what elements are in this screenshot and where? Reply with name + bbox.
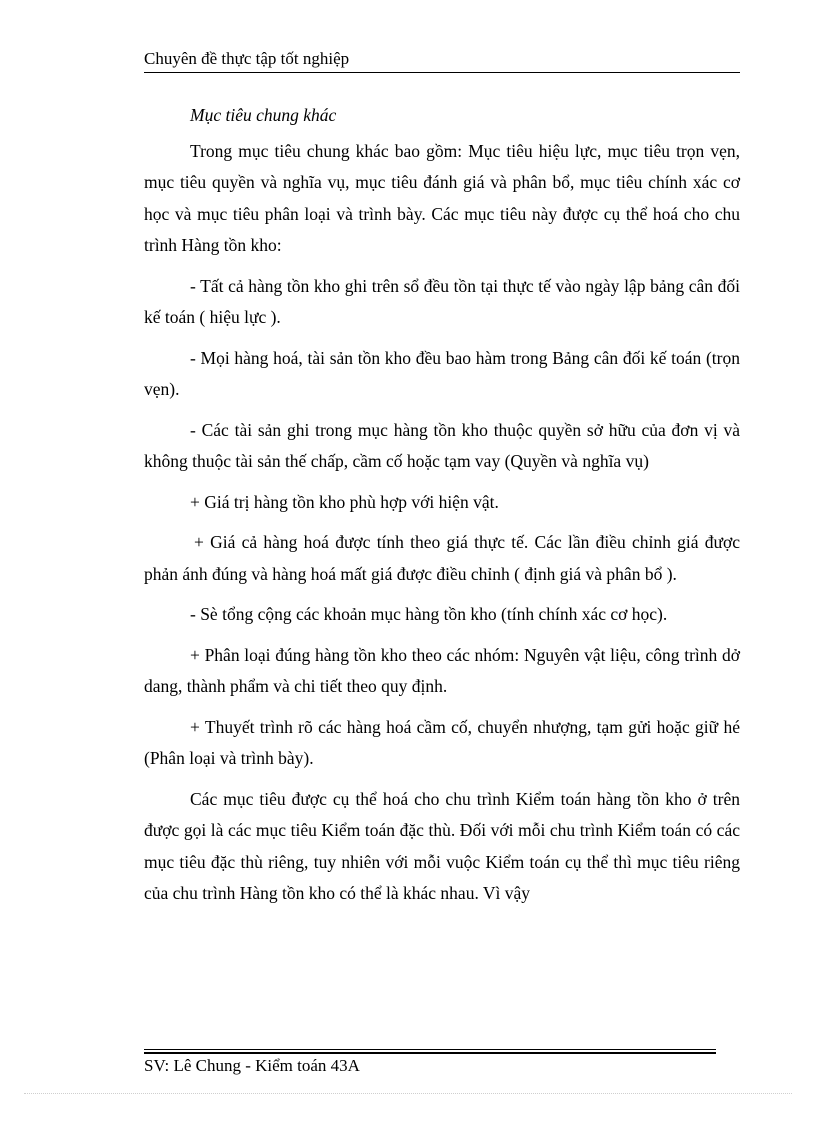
subheading: Mục tiêu chung khác	[190, 105, 337, 125]
paragraph-2: - Tất cả hàng tồn kho ghi trên sổ đều tồn tại thực tế vào ngày lập bảng cân đối kế toán ( hiệu lực ).	[144, 275, 740, 327]
document-body	[144, 100, 740, 919]
header-rule	[144, 72, 740, 73]
paragraph-8: + Phân loại đúng hàng tồn kho theo các nhóm: Nguyên vật liệu, công trình dở dang, thành phẩm và chi tiết theo quy định.	[144, 644, 740, 696]
paragraph-1: Trong mục tiêu chung khác bao gồm: Mục tiêu hiệu lực, mục tiêu trọn vẹn, mục tiêu quyền và nghĩa vụ, mục tiêu đánh giá và phân bổ, mục tiêu chính xác cơ học và mục tiêu phân loại và trình bày. Các mục tiêu này được cụ thể hoá cho chu trình Hàng tồn kho:	[144, 140, 740, 255]
paragraph-9: + Thuyết trình rõ các hàng hoá cầm cố, chuyển nhượng, tạm gửi hoặc giữ hé (Phân loại và trình bày).	[144, 716, 740, 768]
page-header: Chuyên đề thực tập tốt nghiệp	[144, 49, 350, 68]
page-footer: SV: Lê Chung - Kiểm toán 43A	[144, 1056, 360, 1075]
paragraph-10: Các mục tiêu được cụ thể hoá cho chu trình Kiểm toán hàng tồn kho ở trên được gọi là các mục tiêu Kiểm toán đặc thù. Đối với mỗi chu trình Kiểm toán có các mục tiêu đặc thù riêng, tuy nhiên với mỗi vuộc Kiểm toán cụ thể thì mục tiêu riêng của chu trình Hàng tồn kho có thể là khác nhau. Vì vậy	[144, 788, 740, 903]
footer-rule-thin	[144, 1049, 716, 1050]
paragraph-4: - Các tài sản ghi trong mục hàng tồn kho thuộc quyền sở hữu của đơn vị và không thuộc tài sản thế chấp, cầm cố hoặc tạm vay (Quyền và nghĩa vụ)	[144, 419, 740, 471]
paragraph-3: - Mọi hàng hoá, tài sản tồn kho đều bao hàm trong Bảng cân đối kế toán (trọn vẹn).	[144, 347, 740, 399]
footer-rule-thick	[144, 1052, 716, 1054]
paragraph-6: + Giá cả hàng hoá được tính theo giá thực tế. Các lần điều chỉnh giá được phản ánh đúng và hàng hoá mất giá được điều chỉnh ( định giá và phân bổ ).	[144, 532, 740, 584]
paragraph-5: + Giá trị hàng tồn kho phù hợp với hiện vật.	[190, 491, 499, 512]
page-edge-divider	[24, 1093, 792, 1094]
paragraph-7: - Sè tổng cộng các khoản mục hàng tồn kho (tính chính xác cơ học).	[190, 604, 668, 624]
